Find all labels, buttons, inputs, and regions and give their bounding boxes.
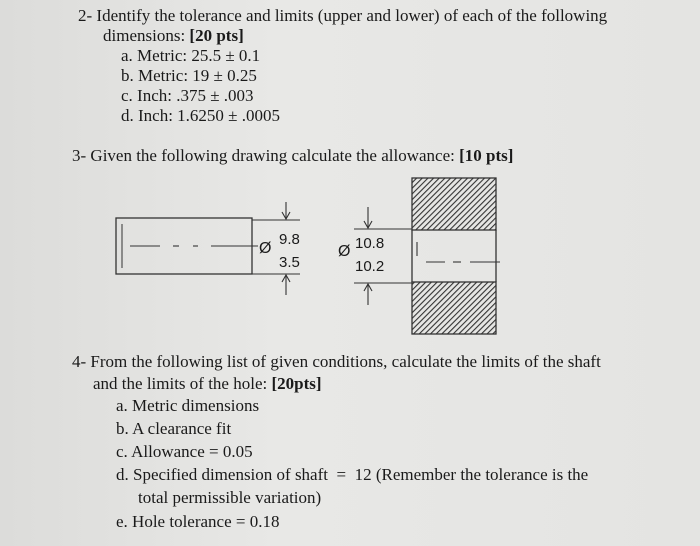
hole-upper-limit: 10.8 (355, 235, 385, 252)
q2-item-d-text: Inch: 1.6250 ± .0005 (138, 106, 281, 125)
q2-item-b-label: b. (121, 66, 134, 85)
q4-item-e (116, 512, 279, 532)
shaft-lower-limit: 3.5 (279, 254, 300, 271)
q4-item-d-text: Specified dimension of shaft = 12 (Remember the tolerance is the (133, 465, 589, 484)
q4-item-d-cont: total permissible variation) (138, 488, 322, 507)
q4-item-b-label: b. (116, 419, 129, 438)
q4-item-d-label: d. (116, 465, 129, 484)
q4-item-a-label: a. (116, 396, 128, 415)
hole-diameter-symbol: Ø (338, 243, 351, 260)
q4-item-b-text: A clearance fit (132, 419, 232, 438)
q2-item-a-text: Metric: 25.5 ± 0.1 (137, 46, 261, 65)
q4-item-c (116, 442, 253, 462)
hole-hatch-bottom (412, 282, 496, 334)
q4-points: [20pts] (271, 374, 322, 393)
shaft-drawing (116, 202, 300, 295)
q2-title: 2- Identify the tolerance and limits (upper and lower) of each of the following (78, 6, 608, 25)
q2-points: [20 pts] (189, 26, 244, 45)
q4-item-d (116, 465, 588, 485)
q4-item-a (116, 396, 259, 416)
q4-item-b (116, 419, 231, 439)
q4-item-a-text: Metric dimensions (132, 396, 260, 415)
shaft-upper-limit: 9.8 (279, 231, 300, 248)
q2-item-d-label: d. (121, 106, 134, 125)
q4-item-c-label: c. (116, 442, 128, 461)
q4-title-cont (93, 374, 322, 394)
hole-lower-limit: 10.2 (355, 258, 385, 275)
q4-title: 4- From the following list of given conditions, calculate the limits of the shaft (72, 352, 601, 371)
q4-item-c-text: Allowance = 0.05 (131, 442, 253, 461)
q2-title-cont-text: dimensions: (103, 26, 186, 45)
shaft-diameter-symbol: Ø (259, 240, 272, 257)
q2-item-c-label: c. (121, 86, 133, 105)
hole-hatch-top (412, 178, 496, 230)
q2-item-a-label: a. (121, 46, 133, 65)
q2-item-c-text: Inch: .375 ± .003 (137, 86, 254, 105)
q2-item-b-text: Metric: 19 ± 0.25 (138, 66, 257, 85)
q3-title-text: 3- Given the following drawing calculate the allowance: (72, 146, 455, 165)
q3-points: [10 pts] (459, 146, 514, 165)
hole-drawing (354, 178, 500, 334)
q4-title-cont-text: and the limits of the hole: (93, 374, 268, 393)
q4-item-e-text: Hole tolerance = 0.18 (132, 512, 280, 531)
q4-item-e-label: e. (116, 512, 128, 531)
